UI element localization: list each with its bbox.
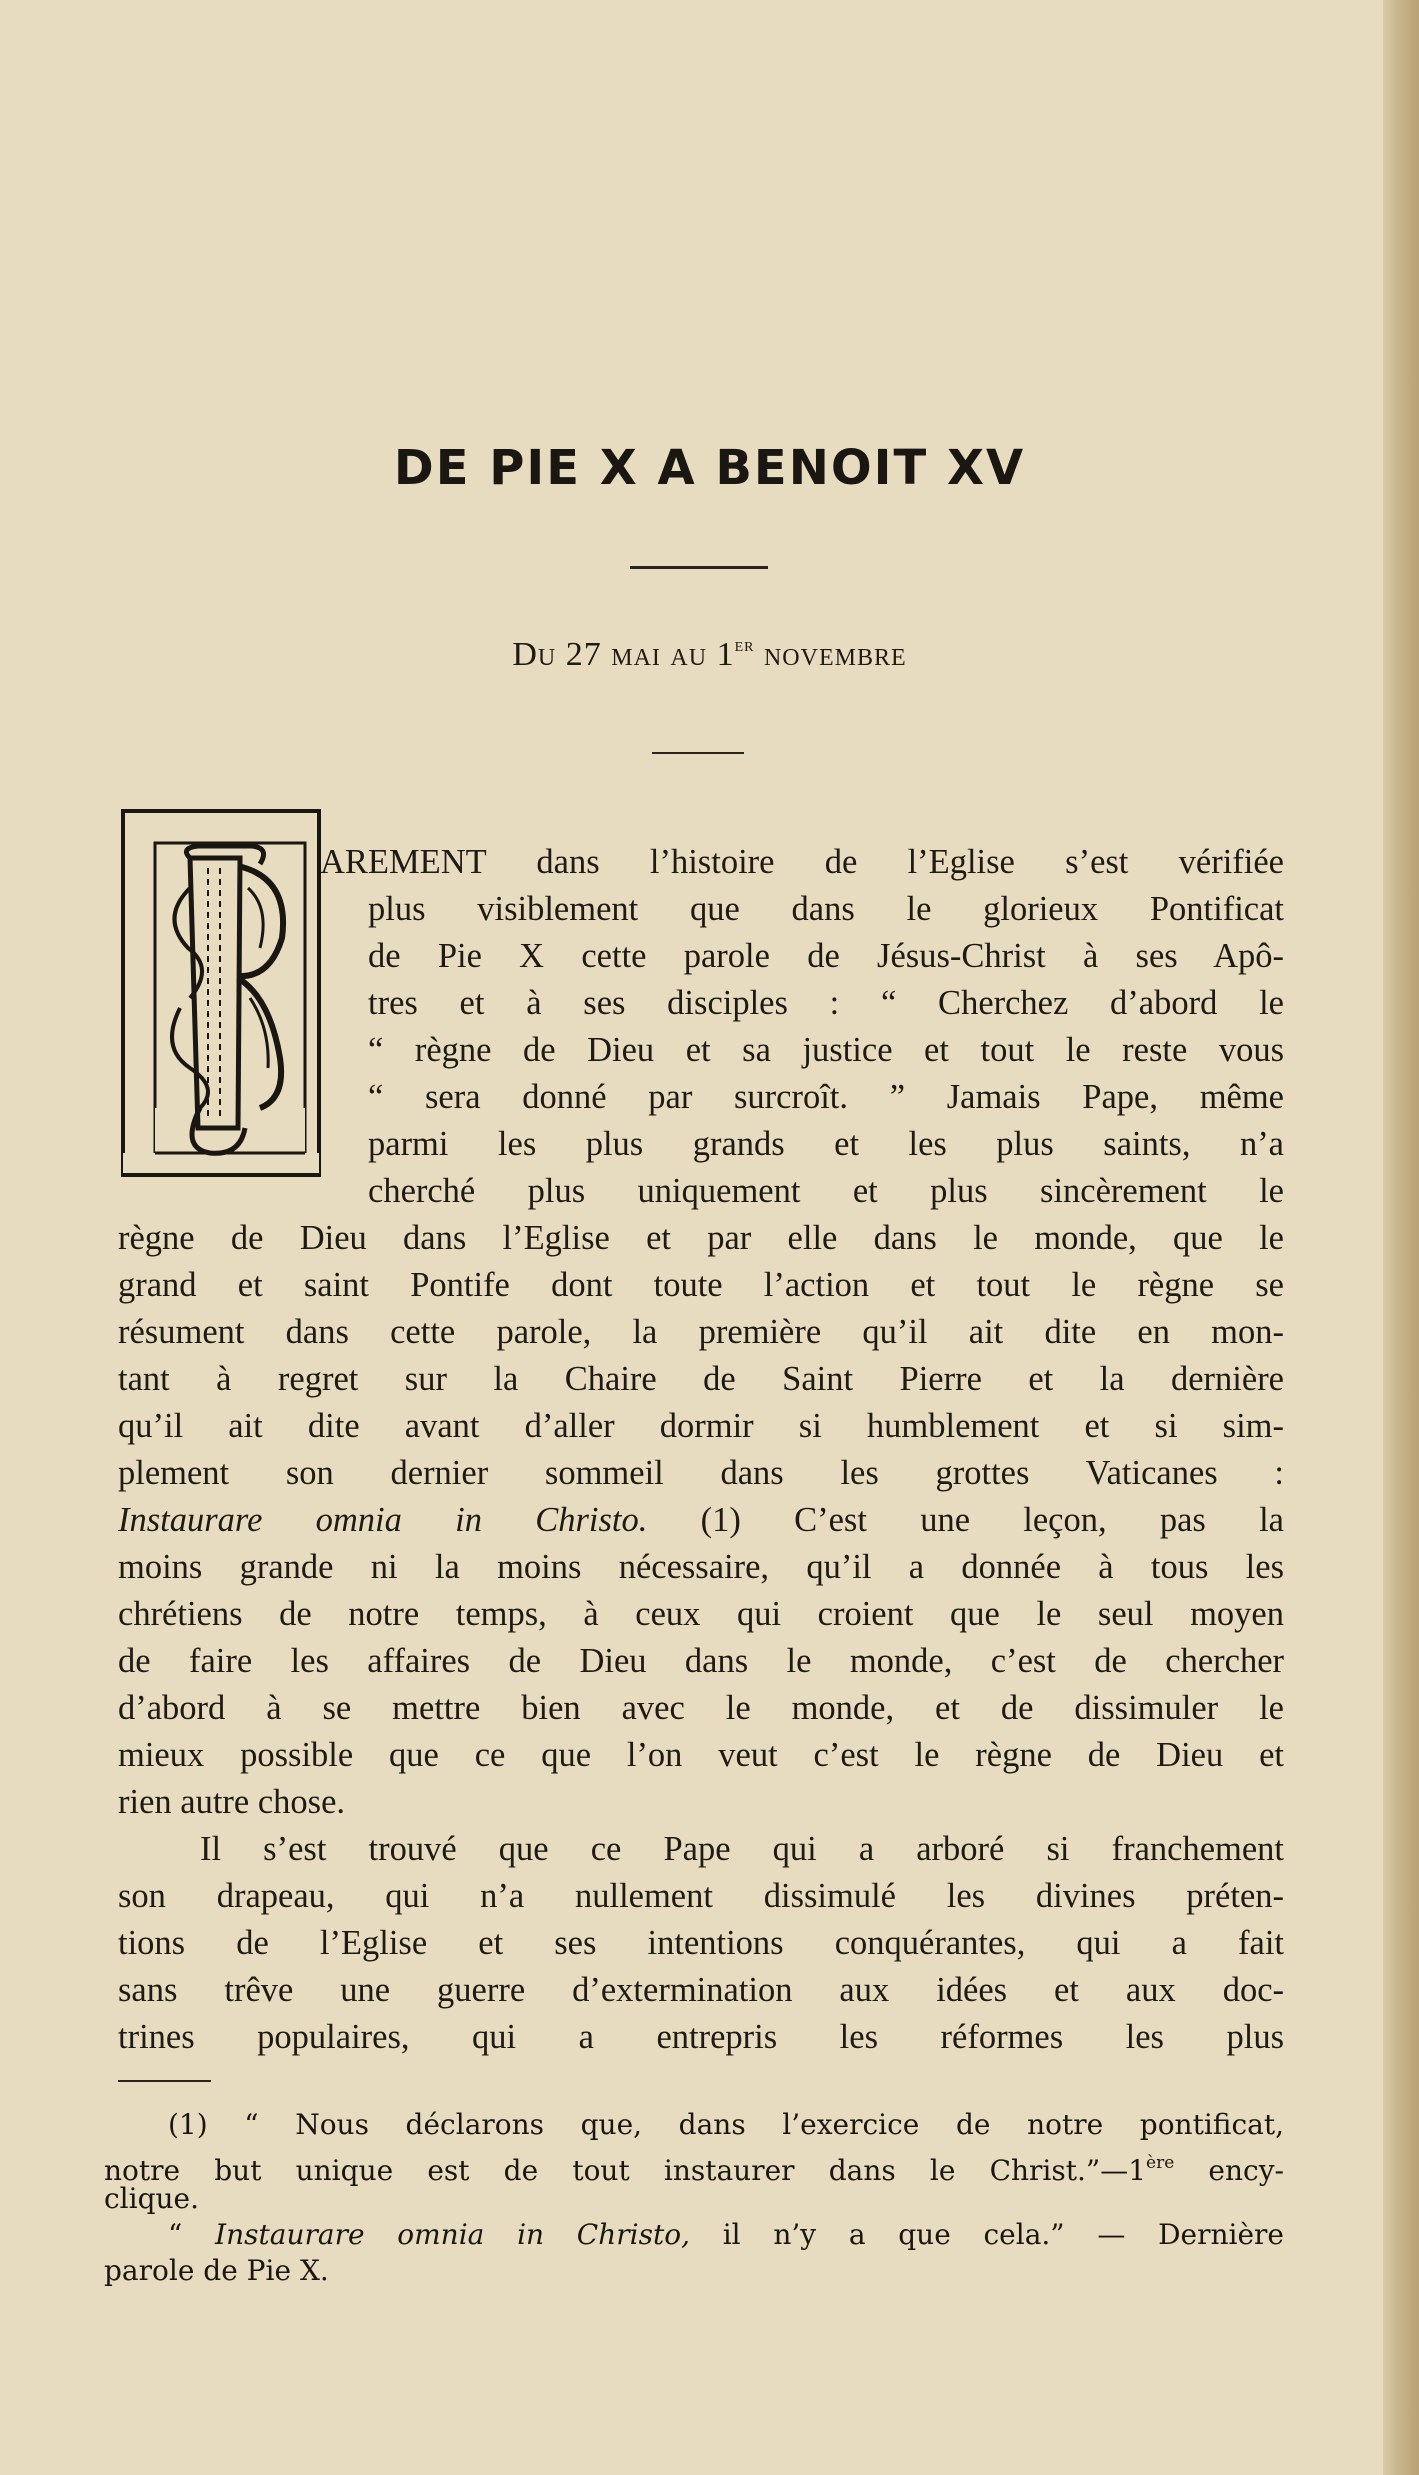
text-line: sans trêve une guerre d’extermination aux idées et aux doc-: [118, 1971, 1284, 2009]
footnote-line: clique.: [104, 2182, 200, 2215]
text-line: AREMENT dans l’histoire de l’Eglise s’est vérifiée: [320, 843, 1284, 881]
footnote-line: parole de Pie X.: [104, 2254, 329, 2287]
text-line: [118, 1500, 1284, 1540]
subtitle-text: Du 27 mai au 1: [512, 636, 735, 673]
text-line: d’abord à se mettre bien avec le monde, et de dissimuler le: [118, 1689, 1284, 1727]
subtitle-rule: [652, 752, 744, 754]
title-rule: [630, 566, 768, 569]
text-line: plement son dernier sommeil dans les grottes Vaticanes :: [118, 1454, 1284, 1492]
text-line: tions de l’Eglise et ses intentions conquérantes, qui a fait: [118, 1924, 1284, 1962]
text-line: qu’il ait dite avant d’aller dormir si humblement et si sim-: [118, 1407, 1284, 1445]
text-line: Il s’est trouvé que ce Pape qui a arboré si franchement: [200, 1830, 1284, 1868]
footnote-line: [168, 2218, 1284, 2252]
page-edge: [1383, 0, 1419, 2475]
subtitle-superscript: er: [734, 634, 755, 656]
text-line-rest: (1) C’est une leçon, pas la: [647, 1501, 1284, 1539]
text-line: chrétiens de notre temps, à ceux qui croient que le seul moyen: [118, 1595, 1284, 1633]
text-line: de faire les affaires de Dieu dans le monde, c’est de chercher: [118, 1642, 1284, 1680]
text-line: résument dans cette parole, la première qu’il ait dite en mon-: [118, 1313, 1284, 1351]
footnote-text: il n’y a que cela.” — Dernière: [689, 2218, 1284, 2251]
chapter-title: DE PIE X A BENOIT XV: [393, 440, 1026, 496]
latin-quote: Instaurare omnia in Christo.: [118, 1501, 648, 1539]
chapter-subtitle: [0, 634, 1419, 674]
text-line: plus visiblement que dans le glorieux Pontificat: [368, 890, 1284, 928]
text-line: tres et à ses disciples : “ Cherchez d’abord le: [368, 984, 1284, 1022]
text-line: “ sera donné par surcroît. ” Jamais Pape, même: [368, 1078, 1284, 1116]
text-line: son drapeau, qui n’a nullement dissimulé les divines préten-: [118, 1877, 1284, 1915]
text-line: de Pie X cette parole de Jésus-Christ à ses Apô-: [368, 937, 1284, 975]
footnote-text: “: [168, 2218, 216, 2251]
text-line: parmi les plus grands et les plus saints, n’a: [368, 1125, 1284, 1163]
text-line: mieux possible que ce que l’on veut c’est le règne de Dieu et: [118, 1736, 1284, 1774]
latin-quote: Instaurare omnia in Christo,: [215, 2218, 690, 2251]
subtitle-tail: novembre: [754, 636, 907, 673]
text-line: “ règne de Dieu et sa justice et tout le reste vous: [368, 1031, 1284, 1069]
ornamental-dropcap-r-icon: [120, 808, 322, 1178]
footnote-line: (1) “ Nous déclarons que, dans l’exercice de notre pontificat,: [168, 2108, 1284, 2141]
footnote-text: ency-: [1174, 2154, 1284, 2187]
text-line: grand et saint Pontife dont toute l’action et tout le règne se: [118, 1266, 1284, 1304]
text-line: rien autre chose.: [118, 1783, 346, 1821]
text-line: tant à regret sur la Chaire de Saint Pierre et la dernière: [118, 1360, 1284, 1398]
text-line: cherché plus uniquement et plus sincèrement le: [368, 1172, 1284, 1210]
text-line: règne de Dieu dans l’Eglise et par elle dans le monde, que le: [118, 1219, 1284, 1257]
text-line: moins grande ni la moins nécessaire, qu’il a donnée à tous les: [118, 1548, 1284, 1586]
footnote-text: notre but unique est de tout instaurer dans le Christ.”—1: [104, 2154, 1147, 2187]
footnote-rule: [118, 2080, 211, 2082]
text-line: trines populaires, qui a entrepris les réformes les plus: [118, 2018, 1284, 2056]
footnote-superscript: ère: [1146, 2153, 1175, 2173]
